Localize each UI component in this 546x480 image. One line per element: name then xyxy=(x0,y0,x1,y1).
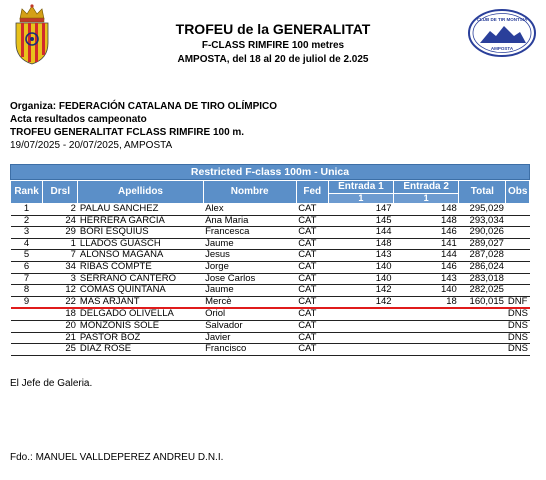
cell-rank: 4 xyxy=(23,238,30,249)
cell-entrada1: 142 xyxy=(375,284,392,296)
cell-obs xyxy=(506,215,530,227)
cell-fed: CAT xyxy=(298,343,317,355)
cell-drsl: 22 xyxy=(65,296,76,307)
cell-rank xyxy=(11,332,43,344)
results-table xyxy=(10,180,530,356)
cell-total: 290,026 xyxy=(469,226,504,238)
cell-drsl: 29 xyxy=(65,226,76,238)
cell-drsl: 12 xyxy=(65,284,76,296)
cell-apellidos: BORI ESQUIUS xyxy=(79,226,149,238)
header-total: Total xyxy=(459,181,506,204)
cell-entrada2: 146 xyxy=(440,261,457,272)
cell-rank: 7 xyxy=(23,273,30,284)
cell-obs xyxy=(506,227,530,239)
cell-fed: CAT xyxy=(298,226,317,238)
table-row xyxy=(11,215,530,227)
cell-fed: CAT xyxy=(298,273,317,284)
cell-apellidos: SERRANO CANTERO xyxy=(79,273,176,284)
cell-drsl: 21 xyxy=(65,332,76,343)
cell-drsl: 34 xyxy=(65,261,76,272)
cell-nombre: Francisco xyxy=(205,343,247,355)
event-subtitle: F-CLASS RIMFIRE 100 metres xyxy=(201,40,345,51)
cell-fed: CAT xyxy=(298,296,317,307)
table-row xyxy=(11,320,530,332)
cell-apellidos: PALAU SANCHEZ xyxy=(79,203,159,214)
cell-obs xyxy=(506,285,530,297)
table-row xyxy=(11,261,530,273)
cell-rank: 6 xyxy=(23,261,30,272)
cell-fed: CAT xyxy=(298,238,317,249)
table-row xyxy=(11,227,530,239)
table-row xyxy=(11,296,530,308)
cell-fed: CAT xyxy=(298,284,317,296)
cell-rank: 5 xyxy=(23,249,30,261)
table-row xyxy=(11,344,530,356)
cell-drsl: 3 xyxy=(70,273,76,284)
cell-entrada1: 144 xyxy=(375,226,392,238)
cell-entrada2: 18 xyxy=(446,296,457,307)
cell-nombre: Ana Maria xyxy=(205,215,249,226)
cell-apellidos: MONZONIS SOLÉ xyxy=(79,320,160,331)
header-drsl: Drsl xyxy=(43,181,78,204)
cell-apellidos: DIAZ ROSE xyxy=(79,343,132,355)
cell-apellidos: COMAS QUINTANA xyxy=(79,284,166,296)
table-caption: Restricted F-class 100m - Unica xyxy=(10,164,530,180)
cell-total: 283,018 xyxy=(469,273,504,284)
cell-nombre: Jorge xyxy=(205,261,229,272)
cell-total: 289,027 xyxy=(469,238,504,249)
cell-apellidos: DELGADO OLIVELLA xyxy=(79,308,174,320)
cell-total: 286,024 xyxy=(469,261,504,272)
results-table-container xyxy=(10,164,530,356)
cell-fed: CAT xyxy=(298,320,317,331)
cell-entrada1 xyxy=(328,308,393,320)
table-row xyxy=(11,332,530,344)
signature-line: Fdo.: MANUEL VALLDEPEREZ ANDREU D.N.I. xyxy=(10,452,224,463)
cell-nombre: Jesus xyxy=(205,249,230,261)
cell-entrada2 xyxy=(394,344,459,356)
cell-nombre: Salvador xyxy=(205,320,243,331)
table-row xyxy=(11,204,530,216)
cell-apellidos: HERRERA GARCIA xyxy=(79,215,165,226)
svg-text:AMPOSTA: AMPOSTA xyxy=(490,46,514,51)
cell-entrada2: 144 xyxy=(440,249,457,261)
cell-rank xyxy=(11,308,43,320)
header-entrada2-sub: 1 xyxy=(394,194,459,204)
crown-icon xyxy=(20,4,44,22)
cell-total: 295,029 xyxy=(469,203,504,214)
cell-drsl: 7 xyxy=(70,249,76,261)
cell-entrada1: 140 xyxy=(375,261,392,272)
cell-entrada1: 145 xyxy=(375,215,392,226)
cell-rank: 2 xyxy=(23,215,30,226)
header-fed: Fed xyxy=(296,181,328,204)
cell-obs xyxy=(506,273,530,285)
cell-nombre: Jaume xyxy=(205,284,234,296)
cell-entrada2: 141 xyxy=(440,238,457,249)
act-line: Acta resultados campeonato xyxy=(10,114,147,125)
cell-obs: DNS xyxy=(507,308,528,320)
results-table-body xyxy=(11,204,530,356)
header-rank: Rank xyxy=(11,181,43,204)
cell-fed: CAT xyxy=(298,332,317,343)
cell-drsl: 2 xyxy=(70,203,76,214)
cell-rank: 9 xyxy=(23,296,30,307)
cell-entrada1: 148 xyxy=(375,238,392,249)
cell-nombre: Oriol xyxy=(205,308,226,320)
cell-total xyxy=(459,308,506,320)
cell-total xyxy=(459,332,506,344)
cell-rank: 3 xyxy=(23,226,30,238)
event-dates-line: 19/07/2025 - 20/07/2025, AMPOSTA xyxy=(10,140,173,151)
header-nombre: Nombre xyxy=(203,181,296,204)
jefe-galeria-label: El Jefe de Galeria. xyxy=(10,378,93,389)
cell-fed: CAT xyxy=(298,215,317,226)
cell-entrada2 xyxy=(394,332,459,344)
cell-total: 293,034 xyxy=(469,215,504,226)
cell-total: 282,025 xyxy=(469,284,504,296)
cell-entrada1 xyxy=(328,344,393,356)
cell-nombre: Jaume xyxy=(205,238,234,249)
cell-entrada2: 148 xyxy=(440,215,457,226)
cell-apellidos: RIBAS COMPTE xyxy=(79,261,152,272)
header-entrada1: Entrada 1 xyxy=(328,181,393,194)
cell-entrada2 xyxy=(394,308,459,320)
cell-nombre: Javier xyxy=(205,332,231,343)
cell-total: 287,028 xyxy=(469,249,504,261)
cell-entrada1 xyxy=(328,332,393,344)
cell-rank xyxy=(11,344,43,356)
cell-entrada1: 143 xyxy=(375,249,392,261)
cell-obs xyxy=(506,250,530,262)
cell-nombre: Alex xyxy=(205,203,224,214)
cell-drsl: 24 xyxy=(65,215,76,226)
cell-obs xyxy=(506,261,530,273)
table-row xyxy=(11,250,530,262)
cell-obs: DNS xyxy=(507,343,528,355)
cell-entrada2 xyxy=(394,320,459,332)
cell-fed: CAT xyxy=(298,261,317,272)
header-apellidos: Apellidos xyxy=(78,181,203,204)
cell-entrada2: 148 xyxy=(440,203,457,214)
cell-entrada2: 143 xyxy=(440,273,457,284)
table-row xyxy=(11,285,530,297)
cell-drsl: 20 xyxy=(65,320,76,331)
cell-fed: CAT xyxy=(298,249,317,261)
cell-rank xyxy=(11,320,43,332)
cell-rank: 8 xyxy=(23,284,30,296)
header-entrada2: Entrada 2 xyxy=(394,181,459,194)
cell-entrada1: 140 xyxy=(375,273,392,284)
header-obs: Obs xyxy=(506,181,530,204)
table-row xyxy=(11,238,530,250)
cell-entrada1: 147 xyxy=(375,203,392,214)
cell-obs xyxy=(506,238,530,250)
cell-rank: 1 xyxy=(23,203,30,214)
event-title: TROFEU de la GENERALITAT xyxy=(175,21,371,37)
cell-obs: DNF xyxy=(507,296,528,307)
table-row xyxy=(11,308,530,320)
cell-nombre: Francesca xyxy=(205,226,250,238)
cell-obs: DNS xyxy=(507,332,528,343)
cell-total xyxy=(459,320,506,332)
cell-total: 160,015 xyxy=(469,296,504,307)
cell-nombre: Jose Carlos xyxy=(205,273,256,284)
cell-fed: CAT xyxy=(298,203,317,214)
cell-entrada2: 146 xyxy=(440,226,457,238)
cell-entrada2: 140 xyxy=(440,284,457,296)
cell-obs xyxy=(506,204,530,216)
event-name-line: TROFEU GENERALITAT FCLASS RIMFIRE 100 m. xyxy=(10,127,245,138)
cell-nombre: Mercè xyxy=(205,296,232,307)
cell-entrada1 xyxy=(328,320,393,332)
table-row xyxy=(11,273,530,285)
cell-drsl: 18 xyxy=(65,308,76,320)
cell-obs: DNS xyxy=(507,320,528,331)
cell-apellidos: MAS ARJANT xyxy=(79,296,140,307)
cell-drsl: 1 xyxy=(70,238,76,249)
cell-fed: CAT xyxy=(298,308,317,320)
organizer-line: Organiza: FEDERACIÓN CATALANA DE TIRO OLÍMPICO xyxy=(10,101,278,112)
cell-total xyxy=(459,344,506,356)
cell-apellidos: PASTOR BOZ xyxy=(79,332,141,343)
svg-text:CLUB DE TIR MONTSIA: CLUB DE TIR MONTSIA xyxy=(476,17,528,22)
cell-apellidos: ALONSO MAGAÑA xyxy=(79,249,164,261)
cell-drsl: 25 xyxy=(65,343,76,355)
event-date-line: AMPOSTA, del 18 al 20 de juliol de 2.025 xyxy=(177,54,369,65)
header-entrada1-sub: 1 xyxy=(328,194,393,204)
cell-apellidos: LLADOS GUASCH xyxy=(79,238,161,249)
cell-entrada1: 142 xyxy=(375,296,392,307)
